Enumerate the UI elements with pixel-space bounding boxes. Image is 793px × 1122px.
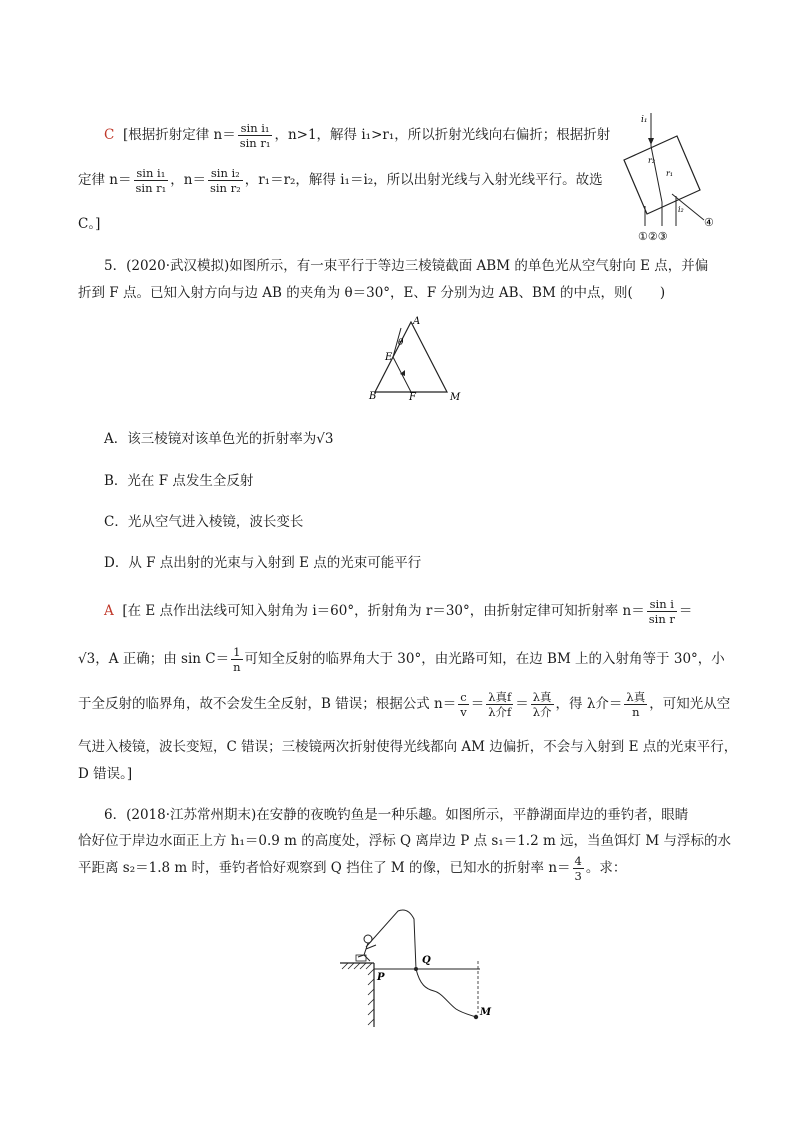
label-i1: i₁ [641,115,648,125]
q5-prism-figure [367,312,467,400]
point-P: P [377,972,385,983]
point-M: M [480,1007,492,1018]
fraction: $\frac{\text{λ真}}{n}$ [626,690,646,719]
q4-explanation-line-3: C。] [78,216,101,232]
q6-stem-line-1: 6．(2018·江苏常州期末)在安静的夜晚钓鱼是一种乐趣。如图所示，平静湖面岸边的垂钓者，眼睛 [104,807,689,823]
q5-option-a: A．该三棱镜对该单色光的折射率为√3 [104,431,334,447]
q5-explanation-line-3: 于全反射的临界角，故不会发生全反射，B 错误；根据公式 n＝ $\frac{c}{v}$ ＝ $\frac{\text{λ真f}}{\text{λ介f}}$ ＝ $\frac{\text{λ真}}{\text{λ介}}$ ，得 λ介＝ $\frac{\text{λ真}}{n}$ ，可知光从空 [78,690,731,719]
q5-option-d: D．从 F 点出射的光束与入射到 E 点的光束可能平行 [104,555,422,571]
label-ray-numbers: ①②③ [638,230,668,243]
point-E: E [385,352,393,363]
fraction: $\frac{\text{λ真f}}{\text{λ介f}}$ [488,690,512,719]
vertex-A: A [413,316,421,327]
fraction: $\frac{4}{3}$ [574,854,582,883]
fraction: $\frac{c}{v}$ [460,690,467,719]
q6-stem-line-3: 平距离 s₂＝1.8 m 时，垂钓者恰好观察到 Q 挡住了 M 的像，已知水的折射率 n＝ $\frac{4}{3}$ 。求： [78,854,627,883]
label-ray-4: ④ [704,216,714,229]
vertex-B: B [369,391,377,400]
q5-answer: A [104,603,114,619]
q4-explanation-line-1: C [根据折射定律 n＝ $\frac{\text{sin i₁}}{\text{sin r₁}}$ ，n>1，解得 i₁>r₁，所以折射光线向右偏折；根据折射 [104,121,611,150]
q4-explanation-line-2: 定律 n＝ $\frac{\text{sin i₁}}{\text{sin r₁}}$ ，n＝ $\frac{\text{sin i₂}}{\text{sin r₂}}$ ，r₁＝r₂，解得 i₁＝i₂，所以出射光线与入射光线平行。故选 [78,166,603,195]
q5-option-b: B．光在 F 点发生全反射 [104,473,254,489]
label-i2: i₂ [678,205,684,214]
q4-slab-figure [612,108,722,248]
label-r1: r₁ [666,169,674,178]
fraction: $\frac{\text{λ真}}{\text{λ介}}$ [532,690,552,719]
fraction: $\frac{\text{sin i₁}}{\text{sin r₁}}$ [135,166,167,195]
vertex-M: M [450,392,461,400]
q6-stem-line-2: 恰好位于岸边水面正上方 h₁＝0.9 m 的高度处，浮标 Q 离岸边 P 点 s₁＝1.2 m 远，当鱼饵灯 M 与浮标的水 [78,833,731,849]
angle-theta: θ [398,338,404,348]
q5-explanation-line-2: √3，A 正确；由 sin C＝ $\frac{1}{n}$ 可知全反射的临界角大于 30°，由光路可知，在边 BM 上的入射角等于 30°，小 [78,645,725,674]
fraction: $\frac{\text{sin i}}{\text{sin r}}$ [648,597,675,626]
q5-explanation-line-1: A [在 E 点作出法线可知入射角为 i＝60°，折射角为 r＝30°，由折射定律可知折射率 n＝ $\frac{\text{sin i}}{\text{sin r}}$ ＝ [104,597,693,626]
q5-stem-line-2: 折到 F 点。已知入射方向与边 AB 的夹角为 θ＝30°，E、F 分别为边 AB、BM 的中点，则( ) [78,285,666,301]
fraction: $\frac{\text{sin i₂}}{\text{sin r₂}}$ [209,166,241,195]
point-F: F [409,392,416,400]
fraction: $\frac{1}{n}$ [233,645,241,674]
q5-explanation-line-4: 气进入棱镜，波长变短，C 错误；三棱镜两次折射使得光线都向 AM 边偏折，不会与入射到 E 点的光束平行， [78,739,738,755]
q5-stem-line-1: 5．(2020·武汉模拟)如图所示，有一束平行于等边三棱镜截面 ABM 的单色光从空气射向 E 点，并偏 [104,258,709,274]
q5-explanation-line-5: D 错误。] [78,766,133,782]
q4-answer: C [104,127,115,143]
label-r2: r₂ [648,156,656,165]
q5-option-c: C．光从空气进入棱镜，波长变长 [104,514,304,530]
q6-fishing-figure [330,905,500,1035]
fraction: $\frac{\text{sin i₁}}{\text{sin r₁}}$ [239,121,271,150]
point-Q: Q [422,955,431,966]
